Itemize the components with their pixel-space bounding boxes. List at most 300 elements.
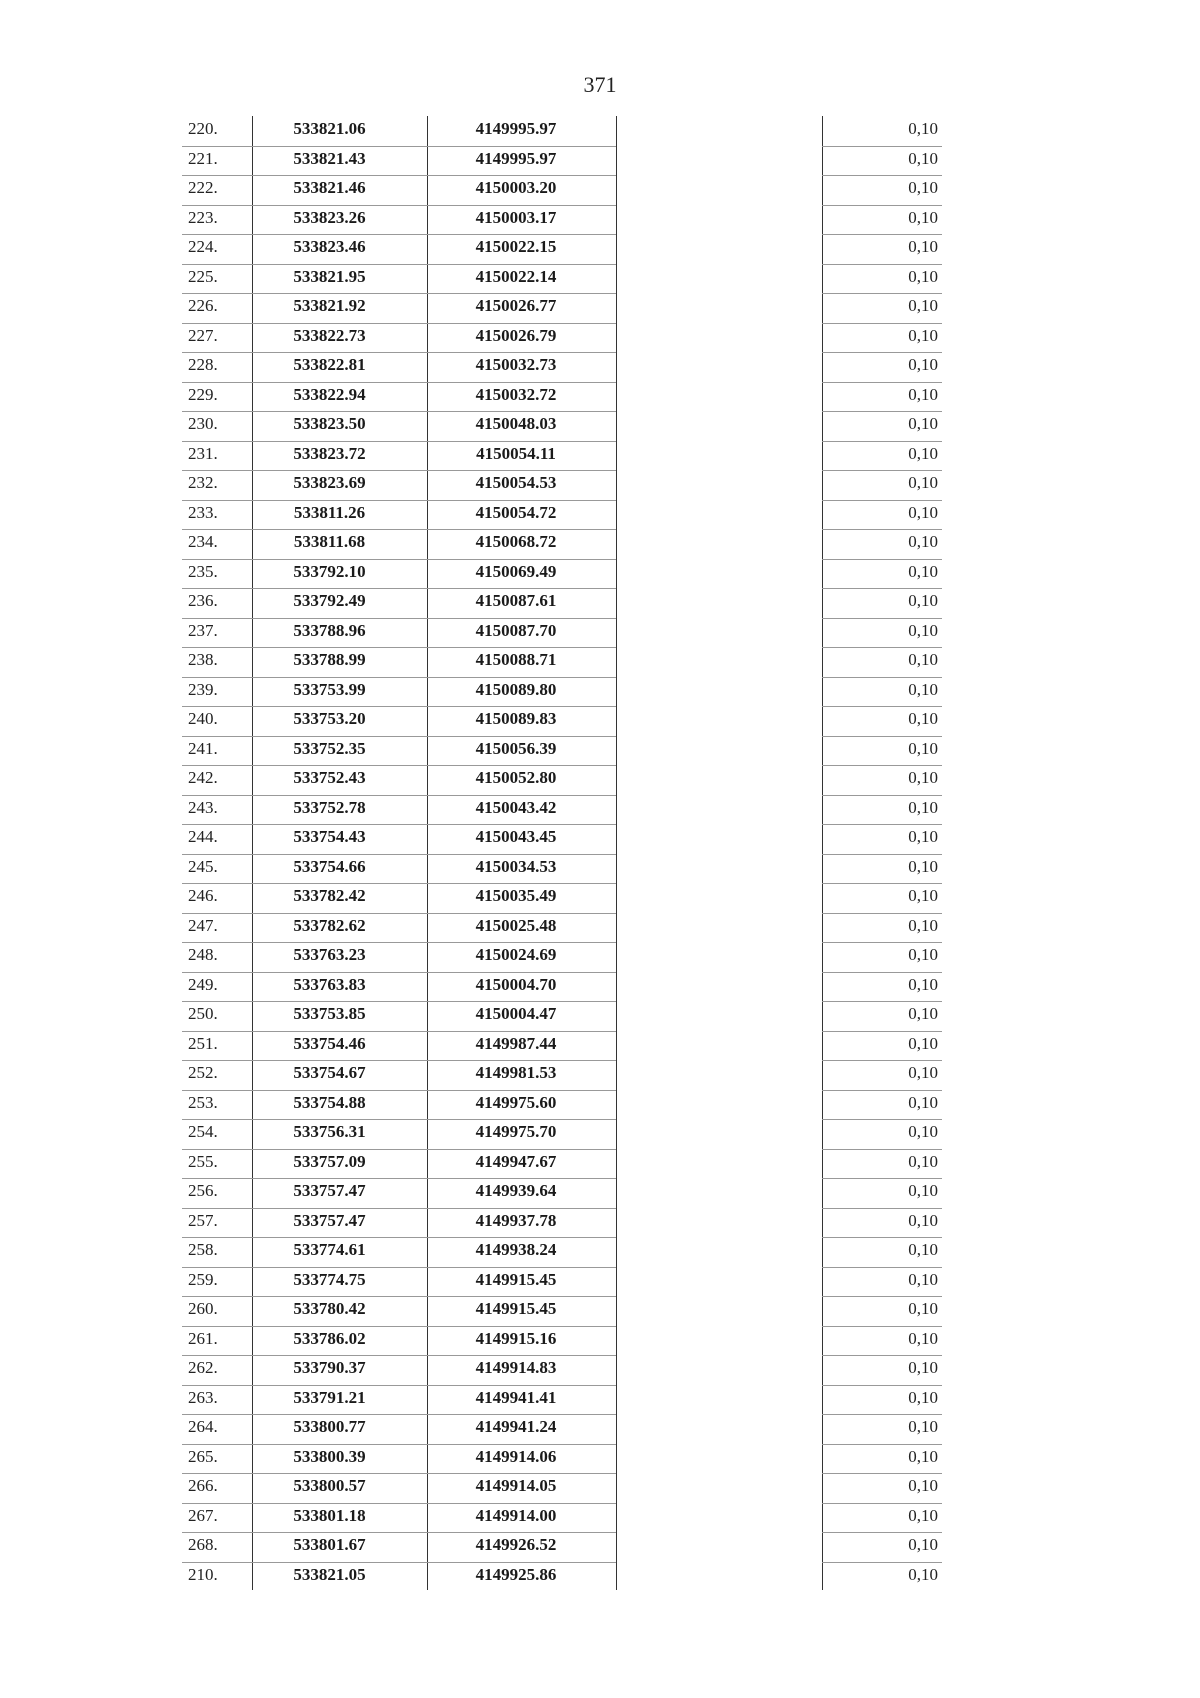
- point-number-cell: 252.: [188, 1063, 218, 1082]
- error-value-cell: 0,10: [908, 915, 938, 935]
- point-number-cell: 259.: [188, 1269, 218, 1289]
- y-coordinate-cell: 4150022.15: [475, 237, 557, 256]
- point-number-cell: 239.: [188, 679, 218, 699]
- error-value-cell: 0,10: [908, 1063, 938, 1082]
- y-coordinate-cell: 4150043.45: [475, 827, 557, 846]
- point-number-cell: 237.: [188, 620, 218, 640]
- table-row: [182, 1473, 942, 1503]
- x-coordinate-cell: 533752.78: [293, 797, 366, 817]
- point-number-cell: 226.: [188, 296, 218, 315]
- table-row: [182, 1178, 942, 1208]
- table-row: [182, 1031, 942, 1061]
- x-coordinate-cell: 533821.43: [293, 148, 366, 168]
- row-divider: [822, 470, 942, 471]
- x-coordinate-cell: 533754.66: [293, 856, 366, 876]
- row-divider: [182, 529, 616, 530]
- y-coordinate-cell: 4149925.86: [475, 1564, 557, 1584]
- point-number-cell: 230.: [188, 414, 218, 433]
- y-coordinate-cell: 4149914.00: [475, 1505, 557, 1525]
- point-number-cell: 268.: [188, 1535, 218, 1554]
- x-coordinate-cell: 533792.49: [293, 591, 366, 610]
- table-row: [182, 765, 942, 795]
- table-row: [182, 234, 942, 264]
- y-coordinate-cell: 4149914.05: [475, 1476, 557, 1495]
- error-value-cell: 0,10: [908, 355, 938, 374]
- error-value-cell: 0,10: [908, 502, 938, 522]
- row-divider: [182, 1503, 616, 1504]
- x-coordinate-cell: 533788.96: [293, 620, 366, 640]
- row-divider: [822, 1355, 942, 1356]
- x-coordinate-cell: 533823.50: [293, 414, 366, 433]
- point-number-cell: 220.: [188, 119, 218, 138]
- table-row: [182, 706, 942, 736]
- row-divider: [822, 706, 942, 707]
- point-number-cell: 228.: [188, 355, 218, 374]
- y-coordinate-cell: 4149915.16: [475, 1328, 557, 1348]
- x-coordinate-cell: 533782.42: [293, 886, 366, 905]
- table-row: [182, 618, 942, 648]
- table-row: [182, 1385, 942, 1415]
- row-divider: [822, 1208, 942, 1209]
- point-number-cell: 225.: [188, 266, 218, 286]
- point-number-cell: 234.: [188, 532, 218, 551]
- point-number-cell: 248.: [188, 945, 218, 964]
- error-value-cell: 0,10: [908, 768, 938, 787]
- row-divider: [822, 1326, 942, 1327]
- table-row: [182, 1149, 942, 1179]
- error-value-cell: 0,10: [908, 1476, 938, 1495]
- table-row: [182, 529, 942, 559]
- table-row: [182, 1562, 942, 1592]
- x-coordinate-cell: 533821.46: [293, 178, 366, 197]
- x-coordinate-cell: 533822.81: [293, 355, 366, 374]
- y-coordinate-cell: 4149975.70: [475, 1122, 557, 1141]
- error-value-cell: 0,10: [908, 148, 938, 168]
- x-coordinate-cell: 533774.75: [293, 1269, 366, 1289]
- row-divider: [182, 1031, 616, 1032]
- x-coordinate-cell: 533757.47: [293, 1210, 366, 1230]
- error-value-cell: 0,10: [908, 1564, 938, 1584]
- row-divider: [822, 942, 942, 943]
- point-number-cell: 236.: [188, 591, 218, 610]
- x-coordinate-cell: 533800.39: [293, 1446, 366, 1466]
- error-value-cell: 0,10: [908, 1269, 938, 1289]
- x-coordinate-cell: 533811.68: [293, 532, 366, 551]
- table-row: [182, 913, 942, 943]
- x-coordinate-cell: 533821.06: [293, 119, 366, 138]
- y-coordinate-cell: 4150004.47: [475, 1004, 557, 1023]
- error-value-cell: 0,10: [908, 237, 938, 256]
- y-coordinate-cell: 4150034.53: [475, 856, 557, 876]
- table-row: [182, 352, 942, 382]
- y-coordinate-cell: 4149995.97: [475, 119, 557, 138]
- error-value-cell: 0,10: [908, 1122, 938, 1141]
- row-divider: [822, 441, 942, 442]
- row-divider: [822, 765, 942, 766]
- row-divider: [822, 1031, 942, 1032]
- row-divider: [822, 1444, 942, 1445]
- point-number-cell: 266.: [188, 1476, 218, 1495]
- x-coordinate-cell: 533752.43: [293, 768, 366, 787]
- x-coordinate-cell: 533823.72: [293, 443, 366, 463]
- y-coordinate-cell: 4150003.20: [475, 178, 557, 197]
- x-coordinate-cell: 533821.92: [293, 296, 366, 315]
- y-coordinate-cell: 4150054.53: [475, 473, 557, 492]
- row-divider: [182, 1090, 616, 1091]
- x-coordinate-cell: 533801.67: [293, 1535, 366, 1554]
- row-divider: [182, 1444, 616, 1445]
- row-divider: [822, 529, 942, 530]
- x-coordinate-cell: 533800.57: [293, 1476, 366, 1495]
- table-row: [182, 411, 942, 441]
- point-number-cell: 243.: [188, 797, 218, 817]
- point-number-cell: 251.: [188, 1033, 218, 1053]
- row-divider: [822, 559, 942, 560]
- y-coordinate-cell: 4150032.72: [475, 384, 557, 404]
- point-number-cell: 233.: [188, 502, 218, 522]
- y-coordinate-cell: 4150003.17: [475, 207, 557, 227]
- row-divider: [182, 1119, 616, 1120]
- x-coordinate-cell: 533786.02: [293, 1328, 366, 1348]
- error-value-cell: 0,10: [908, 945, 938, 964]
- x-coordinate-cell: 533757.09: [293, 1151, 366, 1171]
- point-number-cell: 261.: [188, 1328, 218, 1348]
- table-row: [182, 795, 942, 825]
- x-coordinate-cell: 533823.26: [293, 207, 366, 227]
- row-divider: [182, 1296, 616, 1297]
- point-number-cell: 263.: [188, 1387, 218, 1407]
- error-value-cell: 0,10: [908, 473, 938, 492]
- point-number-cell: 253.: [188, 1092, 218, 1112]
- error-value-cell: 0,10: [908, 1299, 938, 1318]
- row-divider: [182, 824, 616, 825]
- row-divider: [182, 234, 616, 235]
- y-coordinate-cell: 4149914.83: [475, 1358, 557, 1377]
- error-value-cell: 0,10: [908, 1033, 938, 1053]
- error-value-cell: 0,10: [908, 414, 938, 433]
- point-number-cell: 250.: [188, 1004, 218, 1023]
- point-number-cell: 210.: [188, 1564, 218, 1584]
- error-value-cell: 0,10: [908, 325, 938, 345]
- row-divider: [182, 559, 616, 560]
- point-number-cell: 223.: [188, 207, 218, 227]
- point-number-cell: 231.: [188, 443, 218, 463]
- row-divider: [182, 1385, 616, 1386]
- error-value-cell: 0,10: [908, 650, 938, 669]
- row-divider: [182, 470, 616, 471]
- table-row: [182, 1532, 942, 1562]
- row-divider: [822, 1001, 942, 1002]
- row-divider: [822, 647, 942, 648]
- table-row: [182, 942, 942, 972]
- table-row: [182, 647, 942, 677]
- table-row: [182, 559, 942, 589]
- y-coordinate-cell: 4149981.53: [475, 1063, 557, 1082]
- error-value-cell: 0,10: [908, 1181, 938, 1200]
- error-value-cell: 0,10: [908, 856, 938, 876]
- table-row: [182, 1090, 942, 1120]
- row-divider: [822, 883, 942, 884]
- row-divider: [182, 500, 616, 501]
- error-value-cell: 0,10: [908, 1358, 938, 1377]
- row-divider: [182, 677, 616, 678]
- row-divider: [822, 1060, 942, 1061]
- point-number-cell: 235.: [188, 561, 218, 581]
- x-coordinate-cell: 533754.43: [293, 827, 366, 846]
- row-divider: [822, 795, 942, 796]
- point-number-cell: 229.: [188, 384, 218, 404]
- row-divider: [182, 588, 616, 589]
- table-row: [182, 500, 942, 530]
- x-coordinate-cell: 533811.26: [293, 502, 366, 522]
- point-number-cell: 262.: [188, 1358, 218, 1377]
- table-row: [182, 205, 942, 235]
- row-divider: [182, 942, 616, 943]
- row-divider: [822, 1473, 942, 1474]
- error-value-cell: 0,10: [908, 679, 938, 699]
- point-number-cell: 265.: [188, 1446, 218, 1466]
- y-coordinate-cell: 4150087.61: [475, 591, 557, 610]
- row-divider: [822, 1296, 942, 1297]
- table-row: [182, 1355, 942, 1385]
- error-value-cell: 0,10: [908, 207, 938, 227]
- x-coordinate-cell: 533822.73: [293, 325, 366, 345]
- row-divider: [182, 736, 616, 737]
- x-coordinate-cell: 533788.99: [293, 650, 366, 669]
- row-divider: [822, 1237, 942, 1238]
- error-value-cell: 0,10: [908, 1210, 938, 1230]
- row-divider: [182, 618, 616, 619]
- row-divider: [182, 913, 616, 914]
- table-row: [182, 1208, 942, 1238]
- table-row: [182, 1119, 942, 1149]
- row-divider: [822, 1267, 942, 1268]
- row-divider: [822, 146, 942, 147]
- x-coordinate-cell: 533752.35: [293, 738, 366, 758]
- point-number-cell: 258.: [188, 1240, 218, 1259]
- x-coordinate-cell: 533754.67: [293, 1063, 366, 1082]
- y-coordinate-cell: 4149937.78: [475, 1210, 557, 1230]
- row-divider: [822, 972, 942, 973]
- x-coordinate-cell: 533791.21: [293, 1387, 366, 1407]
- y-coordinate-cell: 4150052.80: [475, 768, 557, 787]
- x-coordinate-cell: 533823.46: [293, 237, 366, 256]
- x-coordinate-cell: 533754.88: [293, 1092, 366, 1112]
- y-coordinate-cell: 4150087.70: [475, 620, 557, 640]
- row-divider: [822, 175, 942, 176]
- table-row: [182, 1444, 942, 1474]
- row-divider: [822, 1119, 942, 1120]
- error-value-cell: 0,10: [908, 561, 938, 581]
- point-number-cell: 242.: [188, 768, 218, 787]
- table-row: [182, 264, 942, 294]
- error-value-cell: 0,10: [908, 591, 938, 610]
- row-divider: [822, 323, 942, 324]
- error-value-cell: 0,10: [908, 1535, 938, 1554]
- y-coordinate-cell: 4150069.49: [475, 561, 557, 581]
- error-value-cell: 0,10: [908, 1151, 938, 1171]
- row-divider: [822, 1562, 942, 1563]
- y-coordinate-cell: 4150022.14: [475, 266, 557, 286]
- point-number-cell: 222.: [188, 178, 218, 197]
- row-divider: [822, 1414, 942, 1415]
- x-coordinate-cell: 533763.83: [293, 974, 366, 994]
- row-divider: [822, 1178, 942, 1179]
- x-coordinate-cell: 533821.95: [293, 266, 366, 286]
- row-divider: [182, 1532, 616, 1533]
- row-divider: [182, 1060, 616, 1061]
- table-row: [182, 441, 942, 471]
- point-number-cell: 267.: [188, 1505, 218, 1525]
- row-divider: [822, 264, 942, 265]
- x-coordinate-cell: 533823.69: [293, 473, 366, 492]
- table-row: [182, 293, 942, 323]
- row-divider: [822, 1090, 942, 1091]
- x-coordinate-cell: 533754.46: [293, 1033, 366, 1053]
- y-coordinate-cell: 4150024.69: [475, 945, 557, 964]
- point-number-cell: 244.: [188, 827, 218, 846]
- x-coordinate-cell: 533821.05: [293, 1564, 366, 1584]
- point-number-cell: 221.: [188, 148, 218, 168]
- y-coordinate-cell: 4149914.06: [475, 1446, 557, 1466]
- error-value-cell: 0,10: [908, 532, 938, 551]
- y-coordinate-cell: 4150026.79: [475, 325, 557, 345]
- row-divider: [182, 1208, 616, 1209]
- coordinates-table: [182, 116, 942, 1592]
- error-value-cell: 0,10: [908, 1328, 938, 1348]
- row-divider: [182, 1178, 616, 1179]
- row-divider: [182, 1473, 616, 1474]
- y-coordinate-cell: 4150048.03: [475, 414, 557, 433]
- error-value-cell: 0,10: [908, 1505, 938, 1525]
- y-coordinate-cell: 4149926.52: [475, 1535, 557, 1554]
- point-number-cell: 257.: [188, 1210, 218, 1230]
- row-divider: [822, 913, 942, 914]
- point-number-cell: 227.: [188, 325, 218, 345]
- table-row: [182, 323, 942, 353]
- row-divider: [822, 411, 942, 412]
- row-divider: [822, 588, 942, 589]
- row-divider: [822, 736, 942, 737]
- point-number-cell: 245.: [188, 856, 218, 876]
- row-divider: [182, 323, 616, 324]
- table-row: [182, 854, 942, 884]
- row-divider: [182, 1355, 616, 1356]
- point-number-cell: 254.: [188, 1122, 218, 1141]
- row-divider: [822, 1385, 942, 1386]
- table-row: [182, 1414, 942, 1444]
- table-row: [182, 1237, 942, 1267]
- table-row: [182, 175, 942, 205]
- error-value-cell: 0,10: [908, 119, 938, 138]
- row-divider: [182, 1267, 616, 1268]
- row-divider: [182, 972, 616, 973]
- table-row: [182, 883, 942, 913]
- y-coordinate-cell: 4149915.45: [475, 1299, 557, 1318]
- point-number-cell: 256.: [188, 1181, 218, 1200]
- y-coordinate-cell: 4150089.83: [475, 709, 557, 728]
- row-divider: [182, 293, 616, 294]
- y-coordinate-cell: 4150068.72: [475, 532, 557, 551]
- table-row: [182, 470, 942, 500]
- point-number-cell: 232.: [188, 473, 218, 492]
- table-row: [182, 736, 942, 766]
- row-divider: [182, 1001, 616, 1002]
- y-coordinate-cell: 4150088.71: [475, 650, 557, 669]
- table-row: [182, 588, 942, 618]
- point-number-cell: 238.: [188, 650, 218, 669]
- error-value-cell: 0,10: [908, 1092, 938, 1112]
- row-divider: [182, 382, 616, 383]
- y-coordinate-cell: 4149947.67: [475, 1151, 557, 1171]
- x-coordinate-cell: 533753.20: [293, 709, 366, 728]
- table-row: [182, 972, 942, 1002]
- y-coordinate-cell: 4150004.70: [475, 974, 557, 994]
- row-divider: [182, 352, 616, 353]
- row-divider: [182, 1414, 616, 1415]
- error-value-cell: 0,10: [908, 266, 938, 286]
- row-divider: [182, 1149, 616, 1150]
- y-coordinate-cell: 4150056.39: [475, 738, 557, 758]
- y-coordinate-cell: 4149941.24: [475, 1417, 557, 1436]
- page-number: 371: [583, 72, 617, 97]
- y-coordinate-cell: 4149975.60: [475, 1092, 557, 1112]
- row-divider: [822, 205, 942, 206]
- error-value-cell: 0,10: [908, 886, 938, 905]
- point-number-cell: 255.: [188, 1151, 218, 1171]
- error-value-cell: 0,10: [908, 1417, 938, 1436]
- row-divider: [822, 677, 942, 678]
- row-divider: [822, 500, 942, 501]
- point-number-cell: 260.: [188, 1299, 218, 1318]
- x-coordinate-cell: 533780.42: [293, 1299, 366, 1318]
- error-value-cell: 0,10: [908, 827, 938, 846]
- point-number-cell: 247.: [188, 915, 218, 935]
- x-coordinate-cell: 533801.18: [293, 1505, 366, 1525]
- y-coordinate-cell: 4150043.42: [475, 797, 557, 817]
- error-value-cell: 0,10: [908, 738, 938, 758]
- row-divider: [182, 1237, 616, 1238]
- x-coordinate-cell: 533753.99: [293, 679, 366, 699]
- row-divider: [822, 618, 942, 619]
- error-value-cell: 0,10: [908, 296, 938, 315]
- x-coordinate-cell: 533763.23: [293, 945, 366, 964]
- table-row: [182, 1267, 942, 1297]
- row-divider: [822, 1149, 942, 1150]
- row-divider: [182, 175, 616, 176]
- row-divider: [822, 352, 942, 353]
- point-number-cell: 241.: [188, 738, 218, 758]
- table-row: [182, 1503, 942, 1533]
- x-coordinate-cell: 533753.85: [293, 1004, 366, 1023]
- error-value-cell: 0,10: [908, 384, 938, 404]
- row-divider: [822, 293, 942, 294]
- row-divider: [822, 1503, 942, 1504]
- y-coordinate-cell: 4149941.41: [475, 1387, 557, 1407]
- row-divider: [182, 1562, 616, 1563]
- row-divider: [822, 824, 942, 825]
- y-coordinate-cell: 4150035.49: [475, 886, 557, 905]
- table-row: [182, 382, 942, 412]
- row-divider: [822, 854, 942, 855]
- error-value-cell: 0,10: [908, 1240, 938, 1259]
- y-coordinate-cell: 4150089.80: [475, 679, 557, 699]
- error-value-cell: 0,10: [908, 709, 938, 728]
- row-divider: [182, 854, 616, 855]
- row-divider: [182, 441, 616, 442]
- row-divider: [182, 411, 616, 412]
- error-value-cell: 0,10: [908, 1446, 938, 1466]
